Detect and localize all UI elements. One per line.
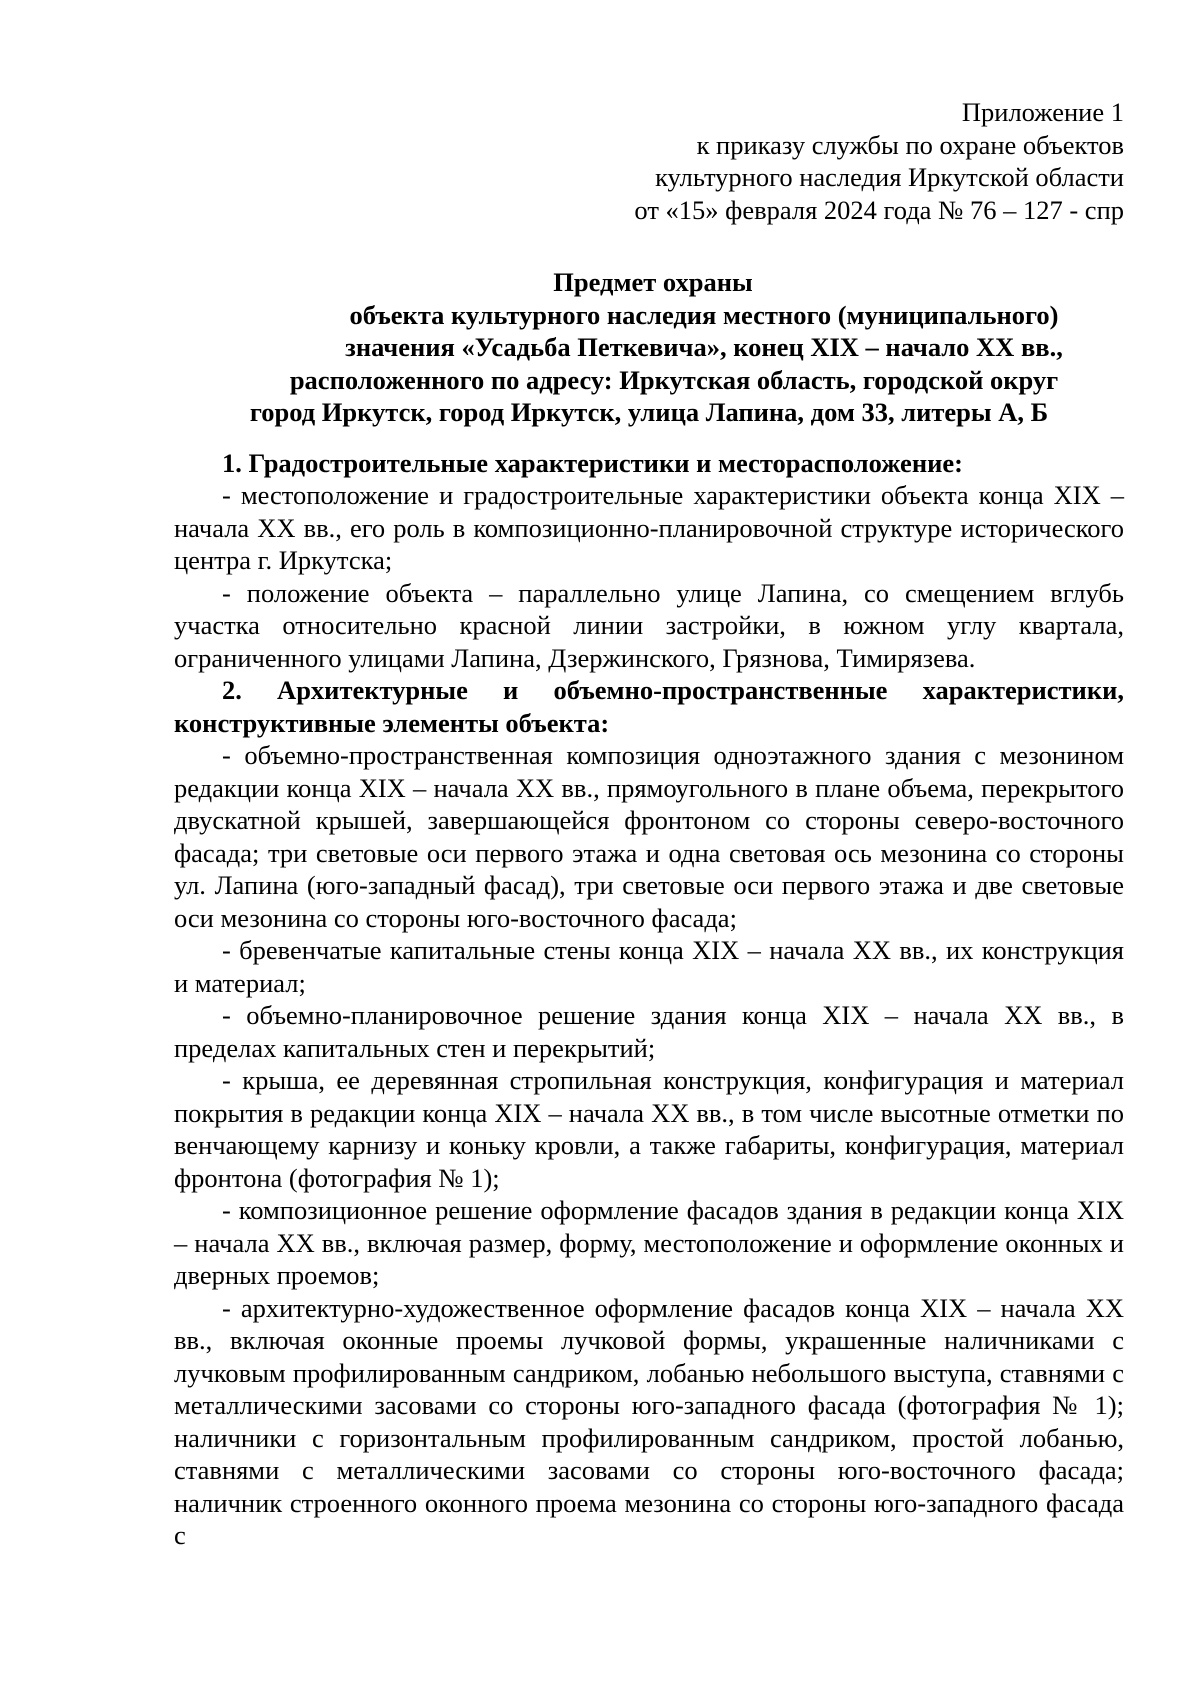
section-1-item: - местоположение и градостроительные характеристики объекта конца XIX – начала XX вв., его роль в композиционно-планировочной структуре исторического центра г. Иркутска; xyxy=(174,480,1124,575)
section-2-item: - композиционное решение оформление фасадов здания в редакции конца XIX – начала XX вв., включая размер, форму, местоположение и оформление оконных и дверных проемов; xyxy=(174,1195,1124,1290)
title-line-3: расположенного по адресу: Иркутская область, городской округ xyxy=(289,364,1059,395)
title-line-2: значения «Усадьба Петкевича», конец XIX – начало XX вв., xyxy=(345,332,1063,362)
title-line-4: город Иркутск, город Иркутск, улица Лапина, дом 33, литеры А, Б xyxy=(249,397,1049,427)
section-2-item: - бревенчатые капитальные стены конца XIX – начала XX вв., их конструкция и материал; xyxy=(174,935,1124,998)
section-2-item: - крыша, ее деревянная стропильная конструкция, конфигурация и материал покрытия в редакции конца XIX – начала XX вв., в том числе высотные отметки по венчающему карнизу и коньку кровли, а также габариты, конфигурация, материал фронтона (фотография № 1); xyxy=(174,1065,1124,1193)
appendix-header xyxy=(174,96,1124,226)
appendix-line-2: к приказу службы по охране объектов xyxy=(696,129,1124,160)
document-title xyxy=(174,266,1124,429)
appendix-line-3: культурного наследия Иркутской области xyxy=(655,162,1124,192)
section-2-item: - архитектурно-художественное оформление фасадов конца XIX – начала XX вв., включая оконные проемы лучковой формы, украшенные наличниками с лучковым профилированным сандриком, лобанью небольшого выступа, ставнями с металлическими засовами со стороны юго-западного фасада (фотография № 1); наличники с горизонтальным профилированным сандриком, простой лобанью, ставнями с металлическими засовами со стороны юго-восточного фасада; наличник строенного оконного проема мезонина со стороны юго-западного фасада с xyxy=(174,1292,1124,1550)
section-1-item: - положение объекта – параллельно улице Лапина, со смещением вглубь участка относительно красной линии застройки, в южном углу квартала, ограниченного улицами Лапина, Дзержинского, Грязнова, Тимирязева. xyxy=(174,577,1124,673)
document-page xyxy=(174,96,1124,1552)
section-2-item: - объемно-пространственная композиция одноэтажного здания с мезонином редакции конца XIX – начала XX вв., прямоугольного в плане объема, перекрытого двускатной крышей, завершающейся фронтоном со стороны северо-восточного фасада; три световые оси первого этажа и одна световая ось мезонина со стороны ул. Лапина (юго-западный фасад), три световые оси первого этажа и две световые оси мезонина со стороны юго-восточного фасада; xyxy=(174,740,1124,933)
section-1-heading: 1. Градостроительные характеристики и месторасположение: xyxy=(222,447,963,478)
section-2-item: - объемно-планировочное решение здания конца XIX – начала XX вв., в пределах капитальных стен и перекрытий; xyxy=(174,1000,1124,1063)
appendix-line-1: Приложение 1 xyxy=(961,97,1124,127)
appendix-line-4: от «15» февраля 2024 года № 76 – 127 - спр xyxy=(634,194,1124,225)
section-urban-planning xyxy=(174,447,1124,675)
section-architecture xyxy=(174,674,1124,1552)
title-line-1: объекта культурного наследия местного (муниципального) xyxy=(349,299,1059,330)
title-main: Предмет охраны xyxy=(553,267,753,297)
section-2-heading: 2. Архитектурные и объемно-пространственные характеристики, конструктивные элементы объекта: xyxy=(174,675,1124,738)
